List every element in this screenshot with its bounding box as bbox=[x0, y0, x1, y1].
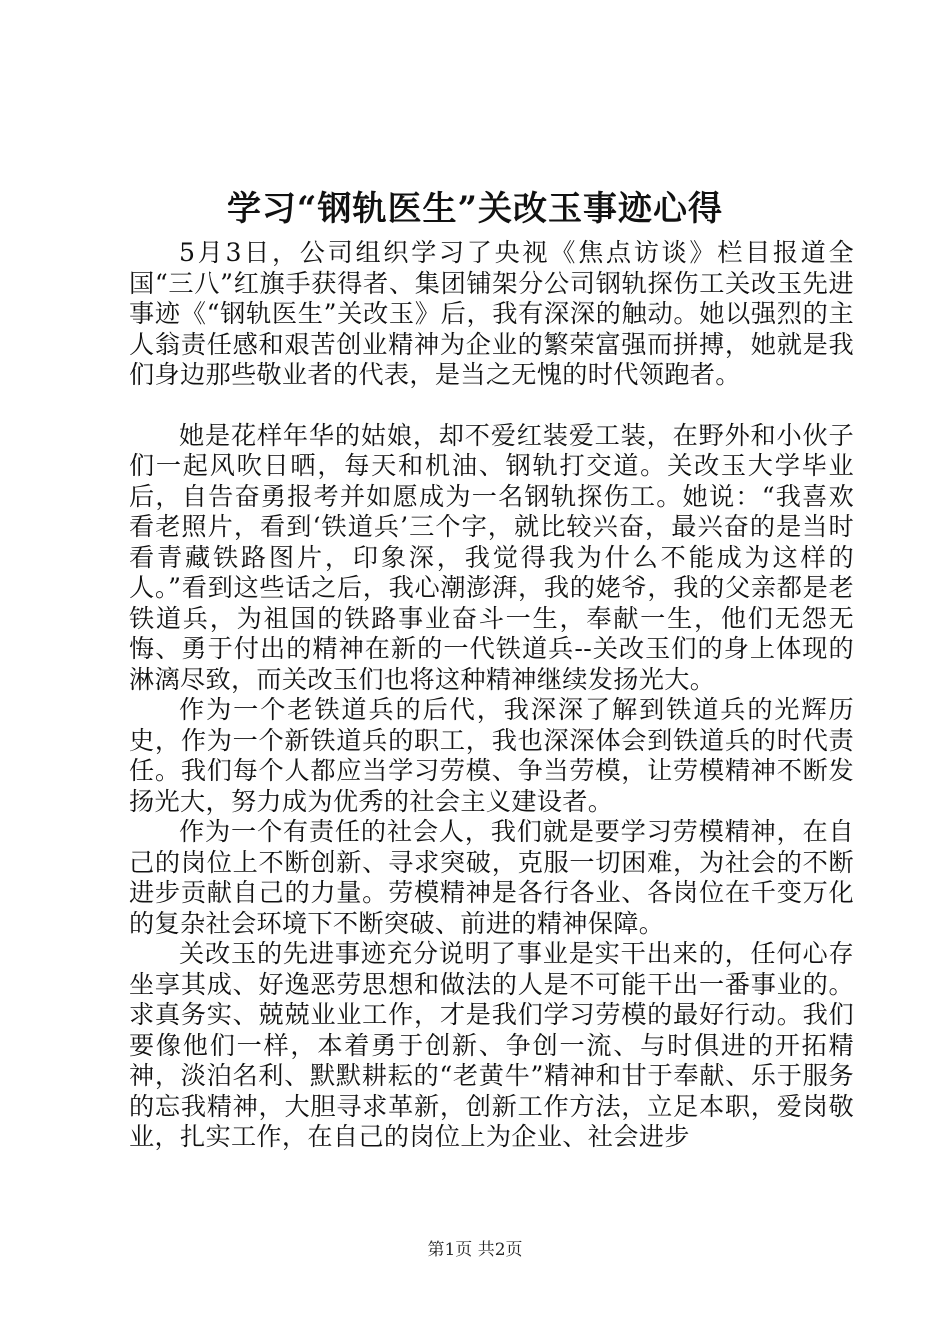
paragraph-5: 关改玉的先进事迹充分说明了事业是实干出来的，任何心存坐享其成、好逸恶劳思想和做法的人是不可能干出一番事业的。求真务实、兢兢业业工作，才是我们学习劳模的最好行动。我们要像他们一样，本着勇于创新、争创一流、与时俱进的开拓精神，淡泊名利、默默耕耘的“老黄牛”精神和甘于奉献、乐于服务的忘我精神，大胆寻求革新，创新工作方法，立足本职，爱岗敬业，扎实工作，在自己的岗位上为企业、社会进步 bbox=[129, 939, 854, 1151]
paragraph-1: 5月3日，公司组织学习了央视《焦点访谈》栏目报道全国“三八”红旗手获得者、集团铺架分公司钢轨探伤工关改玉先进事迹《“钢轨医生”关改玉》后，我有深深的触动。她以强烈的主人翁责任感和艰苦创业精神为企业的繁荣富强而拼搏，她就是我们身边那些敬业者的代表，是当之无愧的时代领跑者。 bbox=[129, 238, 854, 389]
paragraph-4: 作为一个有责任的社会人，我们就是要学习劳模精神，在自己的岗位上不断创新、寻求突破，克服一切困难，为社会的不断进步贡献自己的力量。劳模精神是各行各业、各岗位在千变万化的复杂社会环境下不断突破、前进的精神保障。 bbox=[129, 817, 854, 938]
paragraph-2: 她是花样年华的姑娘，却不爱红装爱工装，在野外和小伙子们一起风吹日晒，每天和机油、钢轨打交道。关改玉大学毕业后，自告奋勇报考并如愿成为一名钢轨探伤工。她说：“我喜欢看老照片，看到‘铁道兵’三个字，就比较兴奋，最兴奋的是当时看青藏铁路图片，印象深，我觉得我为什么不能成为这样的人。”看到这些话之后，我心潮澎湃，我的姥爷，我的父亲都是老铁道兵，为祖国的铁路事业奋斗一生，奉献一生，他们无怨无悔、勇于付出的精神在新的一代铁道兵--关改玉们的身上体现的淋漓尽致，而关改玉们也将这种精神继续发扬光大。 bbox=[129, 420, 854, 694]
paragraph-3: 作为一个老铁道兵的后代，我深深了解到铁道兵的光辉历史，作为一个新铁道兵的职工，我也深深体会到铁道兵的时代责任。我们每个人都应当学习劳模、争当劳模，让劳模精神不断发扬光大，努力成为优秀的社会主义建设者。 bbox=[129, 695, 854, 816]
document-title: 学习“钢轨医生”关改玉事迹心得 bbox=[226, 189, 724, 229]
document-body bbox=[129, 238, 854, 1153]
page-number-footer: 第1页 共2页 bbox=[427, 1240, 523, 1260]
